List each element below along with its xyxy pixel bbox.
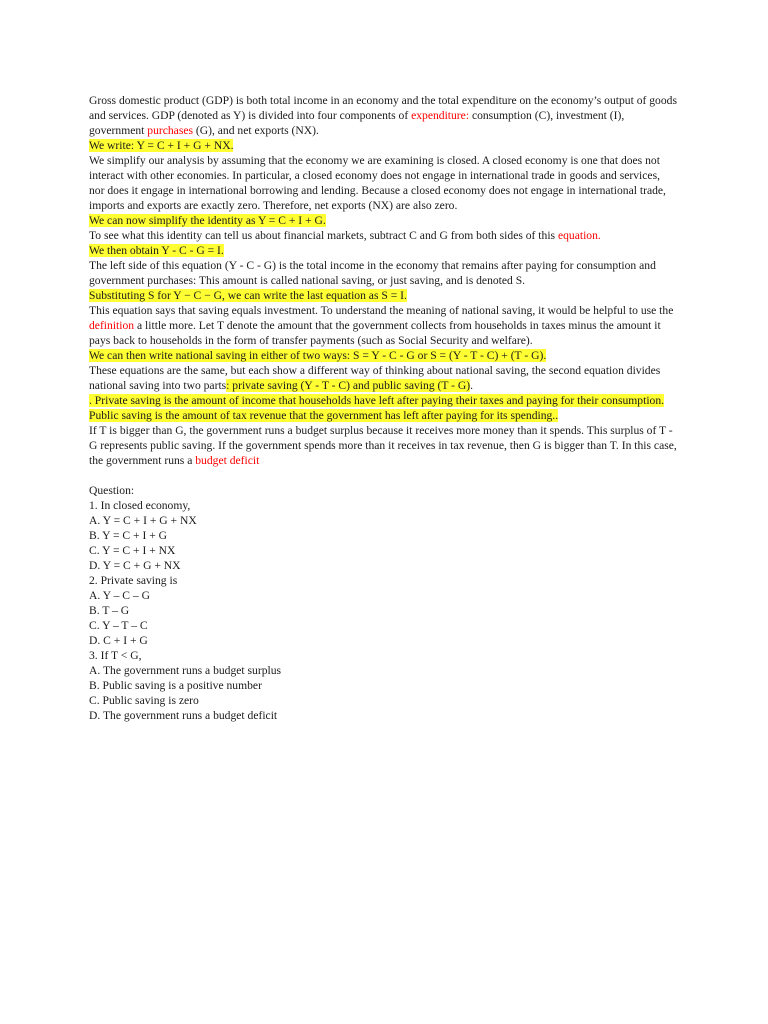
highlight-two-ways <box>89 348 677 363</box>
answer-option: D. Y = C + G + NX <box>89 559 181 572</box>
text-run: This equation says that saving equals investment. To understand the meaning of national saving, it would be helpful to use the <box>89 304 674 317</box>
answer-option: A. The government runs a budget surplus <box>89 664 282 677</box>
text-run: If T is bigger than G, the government runs a budget surplus because it receives more money than it spends. This surplus of T - G represents public saving. If the government spends more than it receives in tax revenue, then G is bigger than T. In this case, the government runs a <box>89 424 677 467</box>
paragraph-two-parts <box>89 363 677 393</box>
question-line: 1. In closed economy, <box>89 499 191 512</box>
paragraph-national-saving: The left side of this equation (Y - C - G) is the total income in the economy that remains after paying for consumption and government purchases: This amount is called national saving, or just saving, and is denoted S. <box>89 259 656 287</box>
question-line: 2. Private saving is <box>89 574 178 587</box>
highlight-obtain-equation <box>89 243 677 258</box>
text-run: (G), and net exports (NX). <box>193 124 319 137</box>
answer-option: A. Y – C – G <box>89 589 150 602</box>
paragraph-financial-markets <box>89 228 677 243</box>
answer-option: D. C + I + G <box>89 634 148 647</box>
highlighted-text: : private saving (Y - T - C) and public saving (T - G) <box>226 379 471 392</box>
highlighted-text: Substituting S for Y − C − G, we can write the last equation as S = I. <box>89 289 407 302</box>
text-run: Gross domestic product (GDP) is both total income in an economy and the total expenditure on the economy’s output of goods and services. GDP (denoted as Y) is divided into four components of <box>89 94 677 122</box>
text-run: These equations are the same, but each show a different way of thinking about national saving, the second equation divides national saving into two parts <box>89 364 661 392</box>
highlight-identity-closed <box>89 213 677 228</box>
link-equation[interactable]: equation. <box>557 229 601 242</box>
answer-option: B. T – G <box>89 604 130 617</box>
highlighted-text: We can then write national saving in either of two ways: S = Y - C - G or S = (Y - T - C) + (T - G). <box>89 349 547 362</box>
text-run: consumption (C), investment (I), government <box>89 109 625 137</box>
highlighted-text: We write: Y = C + I + G + NX. <box>89 139 234 152</box>
text-run: To see what this identity can tell us about financial markets, subtract C and G from both sides of this <box>89 229 558 242</box>
highlight-private-public-saving <box>89 393 677 423</box>
link-purchases[interactable]: purchases <box>147 124 193 137</box>
question-line: 3. If T < G, <box>89 649 142 662</box>
text-run: . <box>470 379 474 392</box>
highlight-identity-full <box>89 138 677 153</box>
answer-option: B. Y = C + I + G <box>89 529 168 542</box>
link-expenditure[interactable]: expenditure: <box>411 109 470 122</box>
highlight-saving-equals-investment <box>89 288 677 303</box>
highlighted-text: . Private saving is the amount of income that households have left after paying their taxes and paying for their consumption. Public saving is the amount of tax revenue that the government has left after paying for its spending.. <box>89 394 665 422</box>
link-definition[interactable]: definition <box>89 319 135 332</box>
paragraph-taxes <box>89 303 677 348</box>
answer-option: A. Y = C + I + G + NX <box>89 514 197 527</box>
paragraph-closed-economy: We simplify our analysis by assuming that the economy we are examining is closed. A closed economy is one that does not interact with other economies. In particular, a closed economy does not engage in international trade in goods and services, nor does it engage in international borrowing and lending. Because a closed economy does not engage in international trade, imports and exports are exactly zero. Therefore, net exports (NX) are also zero. <box>89 154 666 212</box>
document-page <box>89 93 677 723</box>
paragraph-budget <box>89 423 677 468</box>
question-list <box>89 498 677 723</box>
answer-option: C. Public saving is zero <box>89 694 199 707</box>
answer-option: B. Public saving is a positive number <box>89 679 262 692</box>
highlighted-text: We can now simplify the identity as Y = C + I + G. <box>89 214 326 227</box>
answer-option: D. The government runs a budget deficit <box>89 709 278 722</box>
paragraph-gdp-intro <box>89 93 677 138</box>
answer-option: C. Y = C + I + NX <box>89 544 176 557</box>
text-run: a little more. Let T denote the amount that the government collects from households in taxes minus the amount it pays back to households in the form of transfer payments (such as Social Security and welfare). <box>89 319 661 347</box>
highlighted-text: We then obtain Y - C - G = I. <box>89 244 224 257</box>
link-budget-deficit[interactable]: budget deficit <box>195 454 260 467</box>
spacer <box>89 468 677 483</box>
answer-option: C. Y – T – C <box>89 619 148 632</box>
questions-header: Question: <box>89 484 135 497</box>
